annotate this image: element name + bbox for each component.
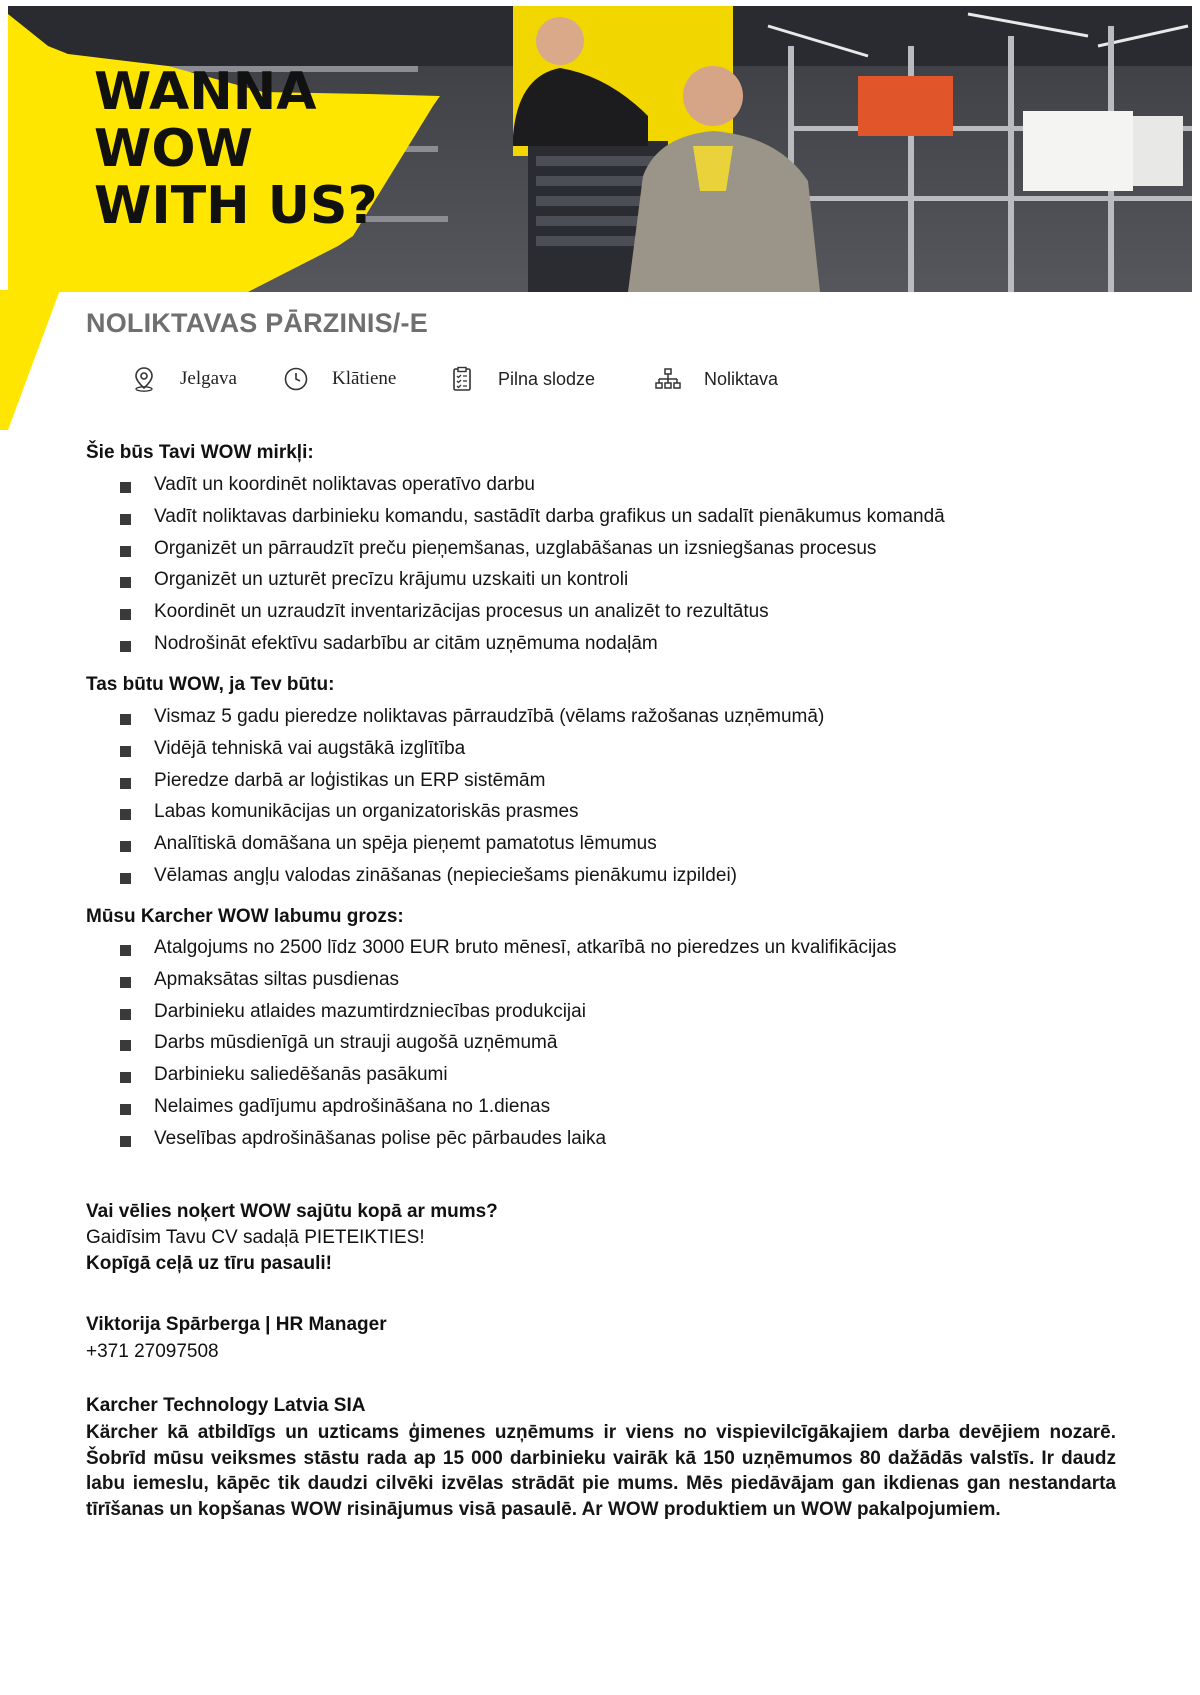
list-item: Pieredze darbā ar loģistikas un ERP sistēmām <box>120 765 824 797</box>
list-item: Apmaksātas siltas pusdienas <box>120 964 896 996</box>
list-item: Darbs mūsdienīgā un strauji augošā uzņēmumā <box>120 1027 896 1059</box>
hero-headline-line: WITH US? <box>94 176 378 236</box>
tag-label: Klātiene <box>332 368 397 389</box>
list-item: Darbinieku saliedēšanās pasākumi <box>120 1059 896 1091</box>
list-item: Vismaz 5 gadu pieredze noliktavas pārraudzībā (vēlams ražošanas uzņēmumā) <box>120 701 824 733</box>
contact-name-role: Viktorija Spārberga | HR Manager <box>86 1314 387 1335</box>
yellow-accent-stripe <box>0 290 90 430</box>
requirements-list <box>120 701 824 892</box>
list-item: Organizēt un uzturēt precīzu krājumu uzskaiti un kontroli <box>120 564 945 596</box>
tag-label: Noliktava <box>704 368 779 389</box>
list-item: Darbinieku atlaides mazumtirdzniecības produkcijai <box>120 996 896 1028</box>
list-item: Vēlamas angļu valodas zināšanas (nepieciešams pienākumu izpildei) <box>120 860 824 892</box>
company-description: Kärcher kā atbildīgs un uzticams ģimenes uzņēmums ir viens no vispievilcīgākajiem darba devējiem nozarē. Šobrīd mūsu veiksmes stāstu rada ap 15 000 darbinieku vairāk kā 150 uzņēmumos 80 dažādās valstīs. Ir daudz labu iemeslu, kāpēc tik daudzi cilvēki izvēlas strādāt pie mums. Mēs piedāvājam gan ikdienas gan nestandarta tīrīšanas un kopšanas WOW risinājumus visā pasaulē. Ar WOW produktiem un WOW pakalpojumiem. <box>86 1422 1116 1520</box>
org-chart-icon <box>654 365 682 393</box>
company-name: Karcher Technology Latvia SIA <box>86 1395 366 1416</box>
tag-workload <box>448 362 595 396</box>
job-title: NOLIKTAVAS PĀRZINIS/-E <box>86 308 428 338</box>
tag-work-mode <box>282 362 396 396</box>
hero-headline-line: WANNA <box>94 62 317 122</box>
clipboard-checklist-icon <box>448 365 476 393</box>
hero-headline-line: WOW <box>94 119 253 179</box>
requirements-heading: Tas būtu WOW, ja Tev būtu: <box>86 674 335 695</box>
tag-department <box>654 362 778 396</box>
location-pin-icon <box>130 365 158 393</box>
benefits-heading: Mūsu Karcher WOW labumu grozs: <box>86 906 404 927</box>
duties-list <box>120 469 945 660</box>
tag-location <box>130 362 237 396</box>
list-item: Veselības apdrošināšanas polise pēc pārbaudes laika <box>120 1123 896 1155</box>
list-item: Labas komunikācijas un organizatoriskās prasmes <box>120 796 824 828</box>
list-item: Nelaimes gadījumu apdrošināšana no 1.dienas <box>120 1091 896 1123</box>
list-item: Vadīt noliktavas darbinieku komandu, sastādīt darba grafikus un sadalīt pienākumus komandā <box>120 501 945 533</box>
list-item: Nodrošināt efektīvu sadarbību ar citām uzņēmuma nodaļām <box>120 628 945 660</box>
hero-headline <box>94 64 378 235</box>
contact-phone[interactable]: +371 27097508 <box>86 1341 219 1362</box>
job-tags <box>130 362 890 396</box>
tag-label: Jelgava <box>180 368 237 389</box>
cta-slogan: Kopīgā ceļā uz tīru pasauli! <box>86 1253 332 1274</box>
list-item: Vadīt un koordinēt noliktavas operatīvo darbu <box>120 469 945 501</box>
list-item: Koordinēt un uzraudzīt inventarizācijas procesus un analizēt to rezultātus <box>120 596 945 628</box>
tag-label: Pilna slodze <box>498 368 596 389</box>
cta-instruction: Gaidīsim Tavu CV sadaļā PIETEIKTIES! <box>86 1227 425 1248</box>
list-item: Organizēt un pārraudzīt preču pieņemšanas, uzglabāšanas un izsniegšanas procesus <box>120 533 945 565</box>
list-item: Analītiskā domāšana un spēja pieņemt pamatotus lēmumus <box>120 828 824 860</box>
duties-heading: Šie būs Tavi WOW mirkļi: <box>86 442 314 463</box>
clock-icon <box>282 365 310 393</box>
benefits-list <box>120 932 896 1155</box>
cta-question: Vai vēlies noķert WOW sajūtu kopā ar mums? <box>86 1201 498 1222</box>
list-item: Atalgojums no 2500 līdz 3000 EUR bruto mēnesī, atkarībā no pieredzes un kvalifikācijas <box>120 932 896 964</box>
list-item: Vidējā tehniskā vai augstākā izglītība <box>120 733 824 765</box>
hero-banner <box>8 6 1192 292</box>
